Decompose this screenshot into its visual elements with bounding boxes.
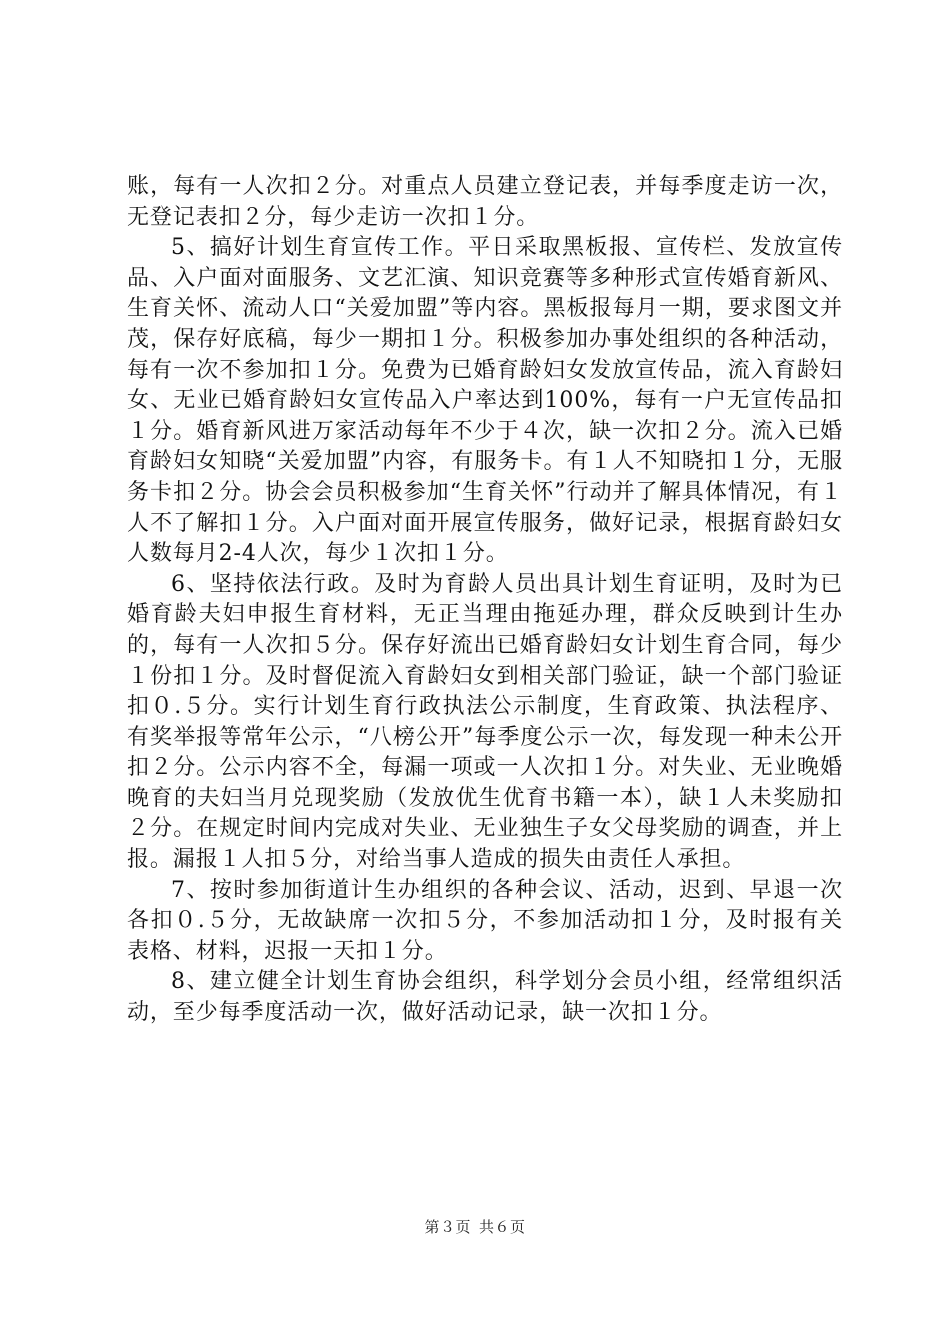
paragraph-item-5: 5、搞好计划生育宣传工作。平日采取黑板报、宣传栏、发放宣传品、入户面对面服务、文艺汇演、知识竞赛等多种形式宣传婚育新风、生育关怀、流动人口“关爱加盟”等内容。黑板报每月一期，要求图文并茂，保存好底稿，每少一期扣１分。积极参加办事处组织的各种活动，每有一次不参加扣１分。免费为已婚育龄妇女发放宣传品，流入育龄妇女、无业已婚育龄妇女宣传品入户率达到100%，每有一户无宣传品扣１分。婚育新风进万家活动每年不少于４次，缺一次扣２分。流入已婚育龄妇女知晓“关爱加盟”内容，有服务卡。有１人不知晓扣１分，无服务卡扣２分。协会会员积极参加“生育关怀”行动并了解具体情况，有１人不了解扣１分。入户面对面开展宣传服务，做好记录，根据育龄妇女人数每月2-4人次，每少１次扣１分。 [127,235,843,567]
document-body [127,172,843,1029]
page-total: 共６页 [479,1218,526,1236]
paragraph-item-6: 6、坚持依法行政。及时为育龄人员出具计划生育证明，及时为已婚育龄夫妇申报生育材料，无正当理由拖延办理，群众反映到计生办的，每有一人次扣５分。保存好流出已婚育龄妇女计划生育合同，每少１份扣１分。及时督促流入育龄妇女到相关部门验证，缺一个部门验证扣０.５分。实行计划生育行政执法公示制度，生育政策、执法程序、有奖举报等常年公示，“八榜公开”每季度公示一次，每发现一种未公开扣２分。公示内容不全，每漏一项或一人次扣１分。对失业、无业晚婚晚育的夫妇当月兑现奖励（发放优生优育书籍一本），缺１人未奖励扣２分。在规定时间内完成对失业、无业独生子女父母奖励的调查，并上报。漏报１人扣５分，对给当事人造成的损失由责任人承担。 [127,571,843,873]
paragraph-item-7: 7、按时参加街道计生办组织的各种会议、活动，迟到、早退一次各扣０.５分，无故缺席一次扣５分，不参加活动扣１分，及时报有关表格、材料，迟报一天扣１分。 [127,877,843,964]
page-number: 第３页 [424,1218,471,1236]
paragraph-item-8: 8、建立健全计划生育协会组织，科学划分会员小组，经常组织活动，至少每季度活动一次，做好活动记录，缺一次扣１分。 [127,969,843,1026]
paragraph-continuation: 账，每有一人次扣２分。对重点人员建立登记表，并每季度走访一次，无登记表扣２分，每少走访一次扣１分。 [127,174,843,230]
page-footer [0,1216,950,1237]
